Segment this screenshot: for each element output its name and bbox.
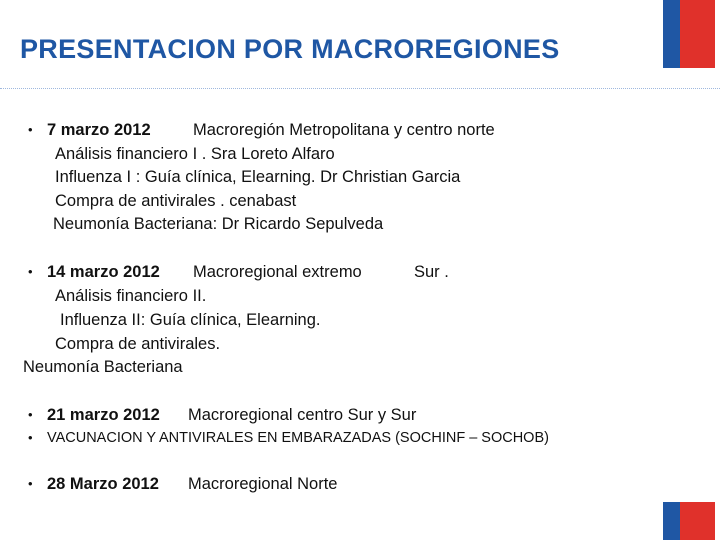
bullet-icon: •: [28, 264, 33, 279]
bullet-icon: •: [28, 122, 33, 137]
session-item: Neumonía Bacteriana: Dr Ricardo Sepulveda: [53, 215, 384, 233]
session-region: Macroregional centro Sur y Sur: [188, 406, 417, 424]
session-region: Macroregional Norte: [188, 475, 338, 493]
flag-blue-band: [663, 502, 680, 540]
session-item: Compra de antivirales . cenabast: [55, 192, 297, 210]
session-date: 14 marzo 2012: [47, 263, 160, 281]
session-region: Macroregión Metropolitana y centro norte: [193, 121, 495, 139]
chile-flag-stripe-top: [663, 0, 715, 68]
bullet-icon: •: [28, 476, 33, 491]
session-region: Macroregional extremo: [193, 263, 362, 281]
bullet-icon: •: [28, 407, 33, 422]
bullet-icon: •: [28, 430, 33, 445]
session-date: 28 Marzo 2012: [47, 475, 159, 493]
session-date: 7 marzo 2012: [47, 121, 151, 139]
session-item: Influenza II: Guía clínica, Elearning.: [60, 311, 321, 329]
flag-red-band: [680, 502, 715, 540]
flag-blue-band: [663, 0, 680, 68]
slide-title: PRESENTACION POR MACROREGIONES: [20, 34, 560, 64]
session-item: Análisis financiero I . Sra Loreto Alfaro: [55, 145, 335, 163]
session-item: Compra de antivirales.: [55, 335, 221, 353]
session-item: Neumonía Bacteriana: [23, 358, 183, 376]
session-item: Influenza I : Guía clínica, Elearning. Dr Christian Garcia: [55, 168, 461, 186]
title-divider: [0, 88, 720, 89]
chile-flag-stripe-bottom: [663, 502, 715, 540]
session-region-end: Sur .: [414, 263, 449, 281]
session-item: Análisis financiero II.: [55, 287, 207, 305]
session-topic: VACUNACION Y ANTIVIRALES EN EMBARAZADAS (SOCHINF – SOCHOB): [47, 430, 549, 446]
session-date: 21 marzo 2012: [47, 406, 160, 424]
flag-red-band: [680, 0, 715, 68]
